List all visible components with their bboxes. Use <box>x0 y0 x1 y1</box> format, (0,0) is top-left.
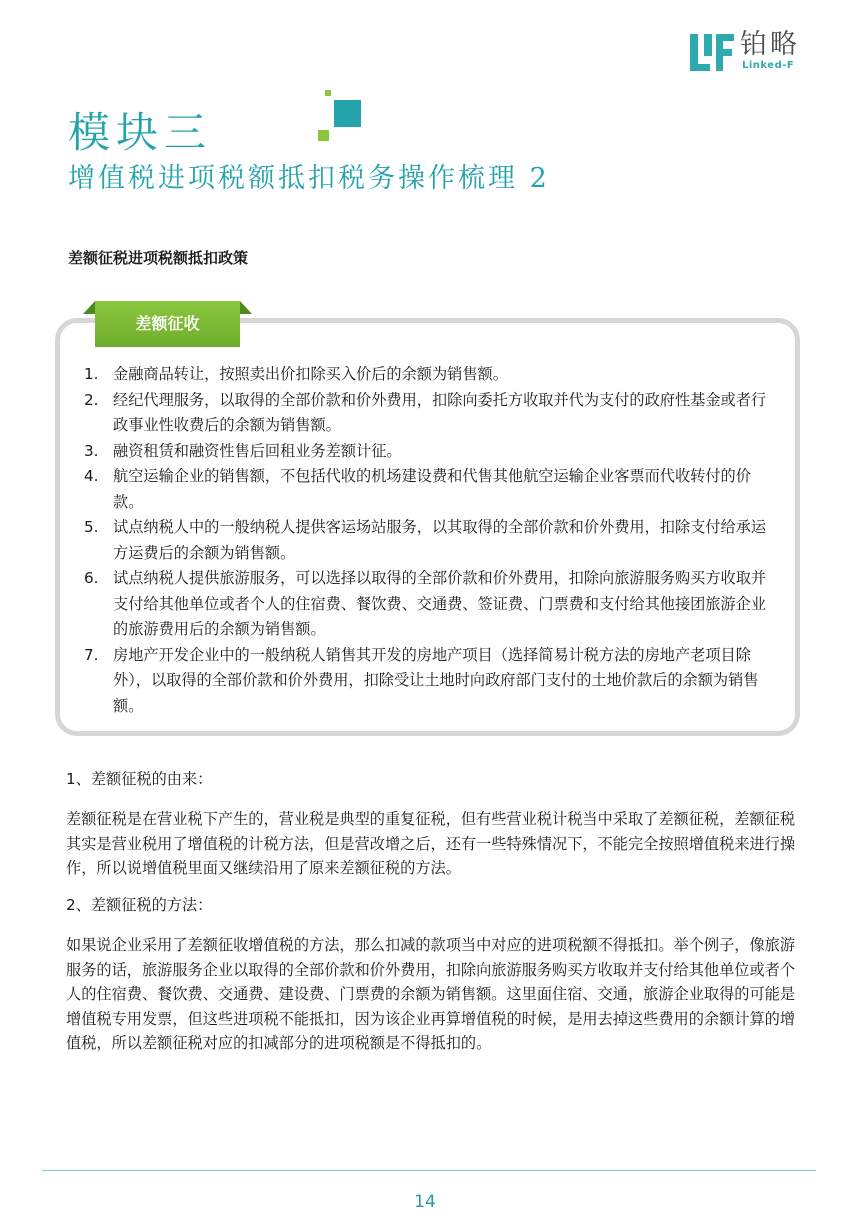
list-item-number: 5. <box>84 518 99 536</box>
list-item-text: 金融商品转让，按照卖出价扣除买入价后的余额为销售额。 <box>113 365 508 383</box>
body-heading-method: 2、差额征税的方法： <box>66 896 213 914</box>
policy-tab-label: 差额征收 <box>95 301 240 347</box>
brand-logo <box>690 30 820 74</box>
list-item-number: 1. <box>84 365 99 383</box>
footer-divider <box>42 1170 816 1171</box>
list-item-text: 航空运输企业的销售额，不包括代收的机场建设费和代售其他航空运输企业客票而代收转付的价款。 <box>113 467 751 511</box>
list-item <box>84 515 774 566</box>
list-item-text: 融资租赁和融资性售后回租业务差额计征。 <box>113 441 402 460</box>
list-item <box>84 439 774 465</box>
list-item <box>84 388 774 439</box>
body-heading-origin: 1、差额征税的由来： <box>66 770 213 788</box>
page-number: 14 <box>414 1192 436 1212</box>
list-item <box>84 362 774 388</box>
policy-list <box>84 362 774 719</box>
body-paragraph-method: 如果说企业采用了差额征收增值税的方法，那么扣减的款项当中对应的进项税额不得抵扣。举个例子，像旅游服务的话，旅游服务企业以取得的全部价款和价外费用，扣除向旅游服务购买方收取并支付给其他单位或者个人的住宿费、餐饮费、交通费、建设费、门票费的余额为销售额。这里面住宿、交通，旅游企业取得的可能是增值税专用发票，但这些进项税不能抵扣，因为该企业再算增值税的时候，是用去掉这些费用的余额计算的增值税，所以差额征税对应的扣减部分的进项税额是不得抵扣的。 <box>66 936 795 1052</box>
list-item-number: 3. <box>84 441 99 460</box>
body-paragraph-origin: 差额征税是在营业税下产生的，营业税是典型的重复征税，但有些营业税计税当中采取了差额征税，差额征税其实是营业税用了增值税的计税方法，但是营改增之后，还有一些特殊情况下，不能完全按照增值税来进行操作，所以说增值税里面又继续沿用了原来差额征税的方法。 <box>66 810 795 877</box>
logo-mark-icon <box>690 32 734 72</box>
list-item <box>84 643 774 720</box>
logo-name-cn: 铂略 <box>740 29 800 60</box>
list-item-text: 试点纳税人中的一般纳税人提供客运场站服务，以其取得的全部价款和价外费用，扣除支付给承运方运费后的余额为销售额。 <box>113 518 767 562</box>
list-item-number: 2. <box>84 390 99 409</box>
list-item-number: 4. <box>84 467 99 485</box>
list-item-number: 6. <box>84 569 99 587</box>
module-title: 模块三 <box>68 108 213 157</box>
page-subtitle: 增值税进项税额抵扣税务操作梳理 2 <box>68 163 550 194</box>
list-item <box>84 566 774 643</box>
list-item-text: 试点纳税人提供旅游服务，可以选择以取得的全部价款和价外费用，扣除向旅游服务购买方收取并支付给其他单位或者个人的住宿费、餐饮费、交通费、签证费、门票费和支付给其他接团旅游企业的旅游费用后的余额为销售额。 <box>113 569 767 638</box>
list-item <box>84 464 774 515</box>
decorative-squares-icon <box>318 90 364 142</box>
list-item-text: 经纪代理服务，以取得的全部价款和价外费用，扣除向委托方收取并代为支付的政府性基金或者行政事业性收费后的余额为销售额。 <box>113 390 767 434</box>
section-heading: 差额征税进项税额抵扣政策 <box>68 249 249 267</box>
logo-name-en: Linked-F <box>742 60 795 71</box>
list-item-text: 房地产开发企业中的一般纳税人销售其开发的房地产项目（选择简易计税方法的房地产老项目除外），以取得的全部价款和价外费用，扣除受让土地时向政府部门支付的土地价款后的余额为销售额。 <box>113 645 759 715</box>
list-item-number: 7. <box>84 645 99 664</box>
